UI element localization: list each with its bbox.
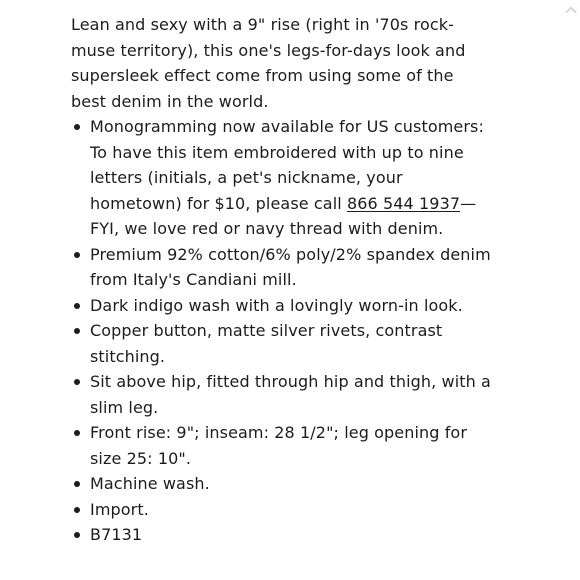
list-item: Front rise: 9"; inseam: 28 1/2"; leg opening for size 25: 10". [71, 420, 491, 471]
description-intro: Lean and sexy with a 9" rise (right in '70s rock-muse territory), this one's legs-for-days look and supersleek effect come from using some of the best denim in the world. [71, 15, 466, 111]
list-item: B7131 [71, 522, 491, 548]
monogram-text-before: Monogramming now available for US customers: To have this item embroidered with up to nine letters (initials, a pet's nickname, your hometown) for $10, please call [90, 117, 484, 213]
phone-link[interactable]: 866 544 1937 [346, 193, 461, 213]
scrollbar[interactable] [562, 0, 580, 580]
list-item: Sit above hip, fitted through hip and thigh, with a slim leg. [71, 369, 491, 420]
product-details-list [71, 114, 491, 548]
list-item: Copper button, matte silver rivets, contrast stitching. [71, 318, 491, 369]
list-item: Dark indigo wash with a lovingly worn-in look. [71, 293, 491, 319]
list-item: Premium 92% cotton/6% poly/2% spandex denim from Italy's Candiani mill. [71, 242, 491, 293]
list-item: Machine wash. [71, 471, 491, 497]
scroll-up-icon[interactable] [565, 6, 576, 17]
list-item: Import. [71, 497, 491, 523]
product-description [71, 12, 491, 548]
monogram-text-after: —FYI, we love red or navy thread with denim. [90, 193, 477, 238]
list-item-monogram [71, 114, 491, 242]
